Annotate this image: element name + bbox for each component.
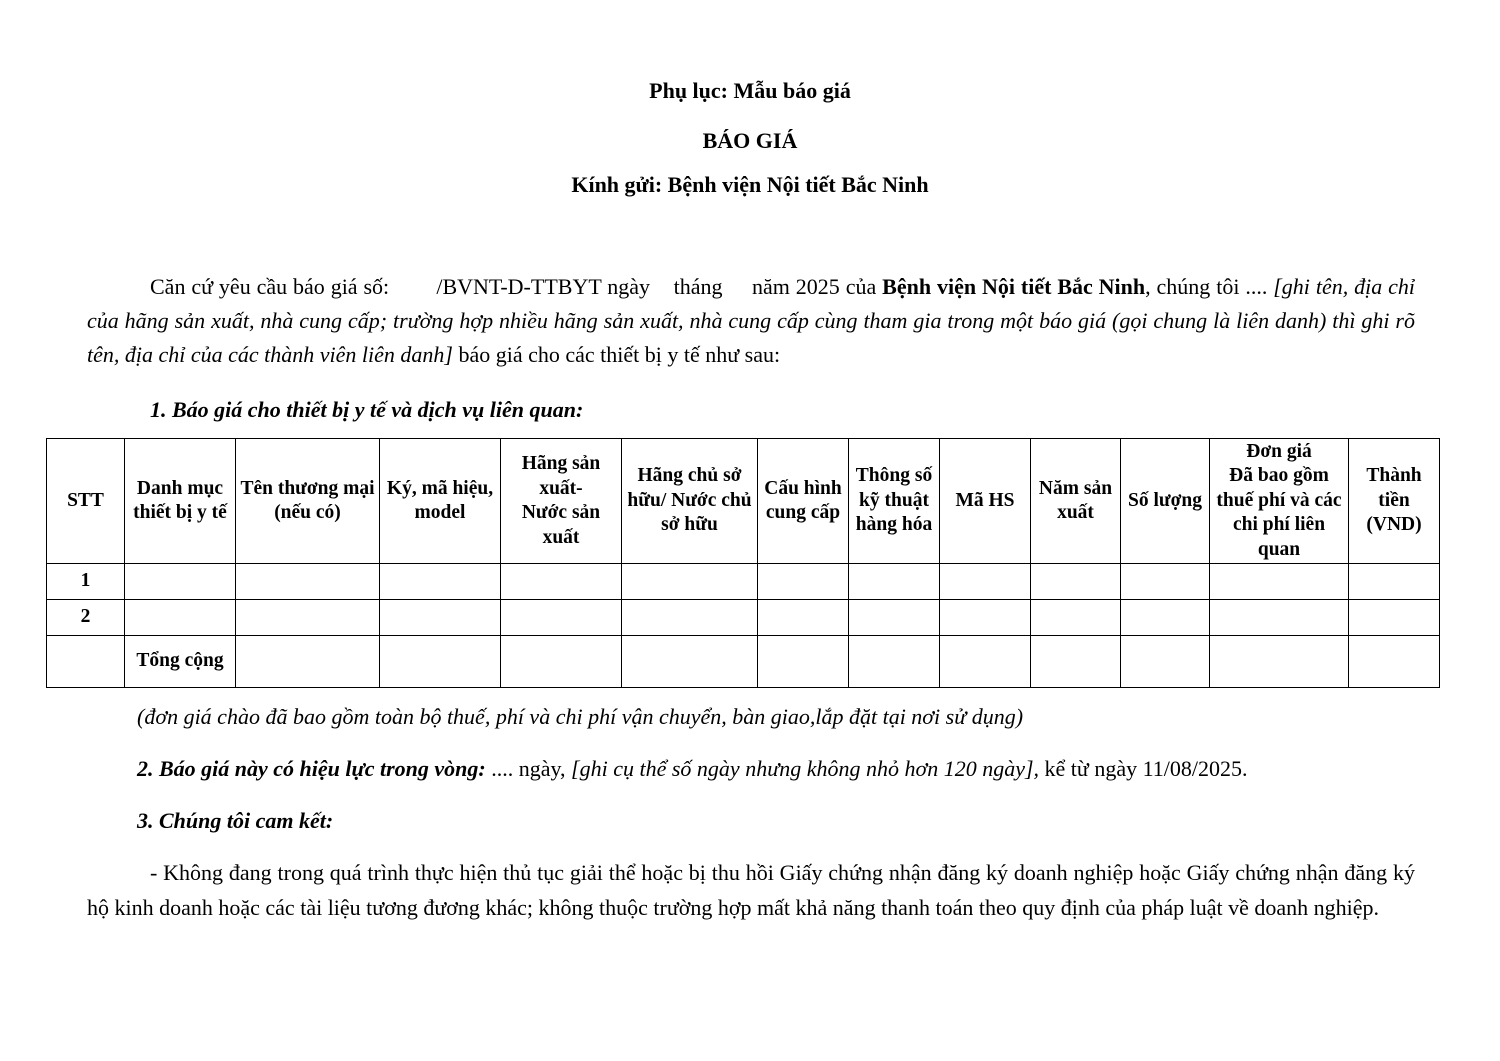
table-cell[interactable] xyxy=(236,600,380,636)
table-cell[interactable] xyxy=(380,636,501,688)
table-cell[interactable] xyxy=(622,600,758,636)
document-title: BÁO GIÁ xyxy=(702,128,798,153)
table-cell[interactable] xyxy=(236,636,380,688)
col-header-unit-price: Đơn giá Đã bao gồm thuế phí và các chi phí liên quan xyxy=(1210,439,1349,564)
table-cell[interactable] xyxy=(1210,600,1349,636)
table-cell[interactable] xyxy=(1349,564,1440,600)
col-header-amount: Thành tiền (VND) xyxy=(1349,439,1440,564)
section-1-heading: 1. Báo giá cho thiết bị y tế và dịch vụ liên quan: xyxy=(150,397,584,422)
section-2-italic: [ghi cụ thể số ngày nhưng không nhỏ hơn 120 ngày], xyxy=(571,756,1040,781)
table-cell[interactable] xyxy=(622,564,758,600)
addressee: Kính gửi: Bệnh viện Nội tiết Bắc Ninh xyxy=(571,172,929,197)
table-cell[interactable] xyxy=(1121,636,1210,688)
total-label: Tổng cộng xyxy=(125,636,236,688)
commitment-1: - Không đang trong quá trình thực hiện thủ tục giải thể hoặc bị thu hồi Giấy chứng nhận đăng ký doanh nghiệp hoặc Giấy chứng nhận đăng ký hộ kinh doanh hoặc các tài liệu tương đương khác; không thuộc trường hợp mất khả năng thanh toán theo quy định của pháp luật về doanh nghiệp. xyxy=(87,860,1415,920)
table-cell[interactable] xyxy=(125,600,236,636)
table-cell[interactable] xyxy=(1349,600,1440,636)
intro-paragraph xyxy=(87,270,1415,372)
intro-text-2: , chúng tôi .... xyxy=(1145,274,1274,299)
price-note: (đơn giá chào đã bao gồm toàn bộ thuế, phí và chi phí vận chuyển, bàn giao,lắp đặt tại nơi sử dụng) xyxy=(137,704,1024,729)
section-2-text-1: .... ngày, xyxy=(485,756,572,781)
section-3-heading: 3. Chúng tôi cam kết: xyxy=(137,808,334,833)
table-cell[interactable] xyxy=(849,636,940,688)
table-cell[interactable] xyxy=(501,564,622,600)
table-cell[interactable] xyxy=(1031,564,1121,600)
section-2 xyxy=(137,752,1248,786)
table-cell[interactable] xyxy=(1210,564,1349,600)
table-cell[interactable] xyxy=(940,600,1031,636)
table-cell[interactable] xyxy=(940,564,1031,600)
table-cell[interactable] xyxy=(622,636,758,688)
table-cell[interactable] xyxy=(47,636,125,688)
table-cell[interactable] xyxy=(125,564,236,600)
col-header-item: Danh mục thiết bị y tế xyxy=(125,439,236,564)
appendix-title: Phụ lục: Mẫu báo giá xyxy=(649,78,851,103)
table-cell[interactable] xyxy=(849,600,940,636)
table-cell[interactable] xyxy=(1031,600,1121,636)
table-row xyxy=(47,564,1440,600)
table-cell[interactable] xyxy=(849,564,940,600)
col-header-specs: Thông số kỹ thuật hàng hóa xyxy=(849,439,940,564)
table-cell[interactable] xyxy=(236,564,380,600)
col-header-year: Năm sản xuất xyxy=(1031,439,1121,564)
row-stt: 1 xyxy=(47,564,125,600)
table-cell[interactable] xyxy=(1031,636,1121,688)
section-2-heading: 2. Báo giá này có hiệu lực trong vòng: xyxy=(137,756,486,781)
table-cell[interactable] xyxy=(1121,564,1210,600)
table-cell[interactable] xyxy=(501,600,622,636)
table-cell[interactable] xyxy=(758,636,849,688)
table-cell[interactable] xyxy=(758,564,849,600)
quote-table xyxy=(46,438,1440,688)
intro-italic: [ghi tên, địa chỉ của hãng sản xuất, nhà cung cấp; trường hợp nhiều hãng sản xuất, nhà cung cấp cùng tham gia trong một báo giá (gọi chung là liên danh) thì ghi rõ tên, địa chỉ của các thành viên liên danh] xyxy=(87,274,1415,367)
col-header-hs-code: Mã HS xyxy=(940,439,1031,564)
col-header-configuration: Cấu hình cung cấp xyxy=(758,439,849,564)
col-header-owner: Hãng chủ sở hữu/ Nước chủ sở hữu xyxy=(622,439,758,564)
table-header-row xyxy=(47,439,1440,564)
col-header-quantity: Số lượng xyxy=(1121,439,1210,564)
col-header-manufacturer: Hãng sản xuất- Nước sản xuất xyxy=(501,439,622,564)
row-stt: 2 xyxy=(47,600,125,636)
intro-text-3: báo giá cho các thiết bị y tế như sau: xyxy=(452,342,781,367)
table-cell[interactable] xyxy=(380,564,501,600)
col-header-trade-name: Tên thương mại (nếu có) xyxy=(236,439,380,564)
table-cell[interactable] xyxy=(380,600,501,636)
table-cell[interactable] xyxy=(758,600,849,636)
table-row xyxy=(47,600,1440,636)
col-header-model: Ký, mã hiệu, model xyxy=(380,439,501,564)
intro-text-1: Căn cứ yêu cầu báo giá số: /BVNT-D-TTBYT ngày tháng năm 2025 của xyxy=(150,274,883,299)
table-cell[interactable] xyxy=(501,636,622,688)
table-cell[interactable] xyxy=(1349,636,1440,688)
table-cell[interactable] xyxy=(940,636,1031,688)
table-cell[interactable] xyxy=(1210,636,1349,688)
intro-org: Bệnh viện Nội tiết Bắc Ninh xyxy=(882,274,1146,299)
table-total-row xyxy=(47,636,1440,688)
table-cell[interactable] xyxy=(1121,600,1210,636)
col-header-stt: STT xyxy=(47,439,125,564)
section-2-text-2: kể từ ngày 11/08/2025. xyxy=(1039,756,1248,781)
